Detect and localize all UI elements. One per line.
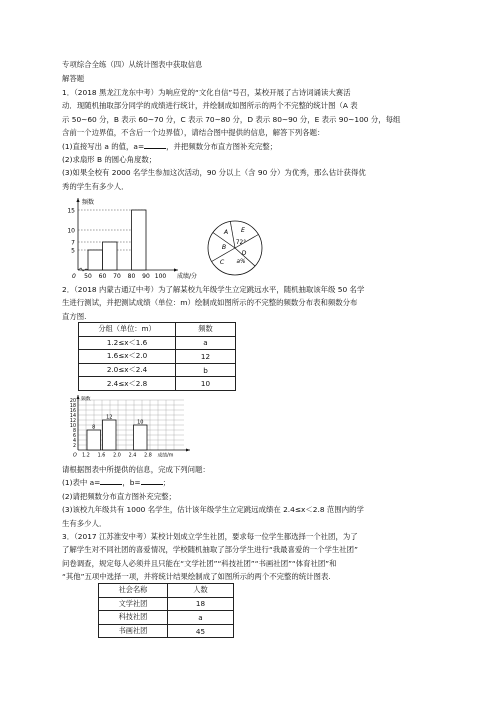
question-3-line: 问卷调查，规定每人必须并且只能在“文学社团”“科技社团”“书画社团”“体育社团”和 — [62, 558, 337, 568]
x-tick-label: 50 — [84, 273, 92, 280]
x-tick-label: 2.8 — [144, 453, 152, 458]
table-header: 人数 — [168, 584, 234, 598]
x-axis-arrow — [174, 268, 178, 271]
table-row — [79, 350, 236, 364]
table-row — [99, 624, 234, 638]
table-cell: b — [176, 363, 236, 377]
x-tick-label: 70 — [113, 273, 121, 280]
table-cell: 2.4≤x＜2.8 — [79, 377, 176, 391]
origin-label: 0 — [72, 273, 76, 280]
pie-angle-label: 72° — [235, 240, 247, 246]
y-tick-label: 20 — [69, 399, 76, 404]
x-tick-label: 60 — [98, 273, 107, 280]
histogram-bar — [134, 425, 148, 450]
bar-data-label: 8 — [92, 424, 96, 431]
question-2 — [62, 283, 434, 323]
pie-slice-label: C — [219, 259, 225, 266]
x-tick-label: 1.2 — [82, 453, 90, 458]
answer-blank — [100, 477, 122, 485]
question-1-line: 动．现随机抽取部分同学的成绩进行统计，并绘制成如图所示的两个不完整的统计图（A 表 — [62, 101, 358, 111]
y-tick-label: 10 — [67, 227, 75, 235]
question-1-part-3-cont: 秀的学生有多少人． — [62, 181, 129, 191]
histogram-chart-2 — [64, 392, 224, 458]
table-row — [99, 611, 234, 625]
table-cell: 书画社团 — [99, 624, 168, 638]
table-row — [99, 597, 234, 611]
table-cell: 18 — [168, 597, 234, 611]
pie-slice-label: B — [221, 244, 227, 251]
question-2-part-1: (1)表中 a= ，b= ； — [62, 478, 171, 488]
question-3 — [62, 530, 434, 584]
question-1-line: 含前一个边界值，不含后一个边界值），请结合图中提供的信息，解答下列各题： — [62, 128, 325, 138]
y-tick-label: 16 — [69, 409, 76, 414]
y-axis-arrow — [76, 198, 79, 202]
question-1-line: 1．（2018 黑龙江龙东中考）为响应党的“文化自信”号召，某校开展了古诗词诵读大赛活 — [62, 88, 351, 97]
histogram-bar — [103, 420, 117, 450]
question-1-part-1: (1)直接写出 a 的值，a= ，并把频数分布直方图补充完整； — [62, 141, 278, 151]
table-cell: 12 — [176, 350, 236, 364]
y-tick-label: 18 — [69, 404, 76, 409]
question-1-line: 示 50~60 分，B 表示 60~70 分，C 表示 70~80 分，D 表示 80~90 分，E 表示 90~100 分，每组 — [62, 114, 401, 124]
origin-label: O — [73, 453, 77, 458]
question-1-part-2: (2)求扇形 B 的圆心角度数； — [62, 155, 157, 165]
pie-slice-label: D — [241, 250, 247, 257]
bar-data-label: 12 — [106, 414, 113, 421]
table-cell: a — [168, 611, 234, 625]
table-cell: 文学社团 — [99, 597, 168, 611]
answer-blank — [141, 477, 163, 485]
question-2-prompt: 请根据图表中所提供的信息，完成下列问题： — [62, 465, 210, 474]
histogram-bar — [87, 430, 101, 450]
question-2-part-3-cont: 生有多少人． — [62, 518, 107, 528]
pie-slice-label: E — [241, 227, 245, 234]
table-header: 社会名称 — [99, 584, 168, 598]
bar-data-label: 10 — [137, 419, 144, 426]
section-heading: 解答题 — [62, 74, 85, 83]
table-cell: 科技社团 — [99, 611, 168, 625]
table-row — [79, 363, 236, 377]
histogram-bar — [88, 250, 103, 270]
question-2-part-3: (3)该校九年级共有 1000 名学生，估计该年级学生立定跳远成绩在 2.4≤x＜2.8 范围内的学 — [62, 505, 364, 515]
question-2-line: 2．（2018 内蒙古通辽中考）为了解某校九年级学生立定跳远水平，随机抽取该年级 50 名学 — [62, 285, 365, 294]
table-cell: a — [176, 336, 236, 350]
pie-chart-1 — [204, 218, 266, 278]
x-tick-label: 80 — [127, 273, 136, 280]
document-title: 专项综合全练（四）从统计图表中获取信息 — [62, 60, 203, 69]
y-tick-label: 5 — [71, 247, 75, 255]
question-1-part-3: (3)如果全校有 2000 名学生参加这次活动，90 分以上（含 90 分）为优秀，那么估计获得优 — [62, 168, 366, 178]
question-2-part-2: (2)请把频数分布直方图补充完整； — [62, 491, 176, 501]
question-2-parts — [62, 463, 434, 530]
table-header: 频数 — [176, 323, 236, 337]
question-3-line: “其他”五项中选择一项，并将统计结果绘制成了如图所示的两个不完整的统计图表. — [62, 572, 331, 582]
x-tick-label: 2.0 — [113, 453, 121, 458]
x-tick-label: 100 — [154, 273, 167, 280]
table-cell: 2.0≤x＜2.4 — [79, 363, 176, 377]
y-tick-label: 14 — [69, 414, 76, 419]
y-tick-label: 8 — [72, 429, 76, 434]
table-cell: 1.2≤x＜1.6 — [79, 336, 176, 350]
y-tick-label: 15 — [67, 207, 75, 215]
table-cell: 1.6≤x＜2.0 — [79, 350, 176, 364]
histogram-chart-1 — [62, 192, 210, 282]
y-tick-label: 6 — [72, 434, 76, 439]
y-axis-label: 频数 — [82, 199, 95, 206]
table-header-row — [79, 323, 236, 337]
histogram-bar — [103, 242, 118, 270]
frequency-table — [78, 322, 236, 391]
y-tick-label: 4 — [72, 439, 76, 444]
y-tick-label: 2 — [72, 444, 76, 449]
table-header-row — [99, 584, 234, 598]
question-2-line: 直方图. — [62, 311, 87, 321]
table-header: 分组（单位：m） — [79, 323, 176, 337]
answer-blank — [144, 141, 166, 149]
x-axis-label: 成绩/分 — [177, 273, 198, 280]
axis-break — [78, 268, 89, 271]
histogram-bar — [132, 210, 147, 270]
question-3-line: 了解学生对不同社团的喜爱情况，学校随机抽取了部分学生进行“我最喜爱的一个学生社团” — [62, 545, 358, 555]
table-cell: 45 — [168, 624, 234, 638]
x-tick-label: 1.6 — [97, 453, 106, 458]
y-tick-label: 10 — [69, 424, 76, 429]
table-row — [79, 377, 236, 391]
question-2-line: 生进行测试，并把测试成绩（单位：m）绘制成如图所示的不完整的频数分布表和频数分布 — [62, 298, 358, 308]
club-table — [98, 583, 234, 638]
y-tick-label: 12 — [69, 419, 76, 424]
table-cell: 10 — [176, 377, 236, 391]
y-tick-label: 7 — [71, 239, 75, 247]
question-1 — [62, 86, 434, 193]
y-axis-arrow — [77, 395, 80, 399]
y-axis-label: 频数 — [81, 397, 91, 402]
x-tick-label: 2.4 — [128, 453, 137, 458]
question-3-line: 3．（2017 江苏淮安中考）某校计划成立学生社团，要求每一位学生都选择一个社团，为了 — [62, 532, 358, 541]
pie-slice-label: A — [223, 229, 229, 236]
pie-percent-label: a% — [236, 259, 246, 265]
x-axis-arrow — [186, 449, 190, 452]
x-tick-label: 90 — [142, 273, 150, 280]
table-row — [79, 336, 236, 350]
x-axis-label: 成绩/m — [157, 453, 174, 458]
